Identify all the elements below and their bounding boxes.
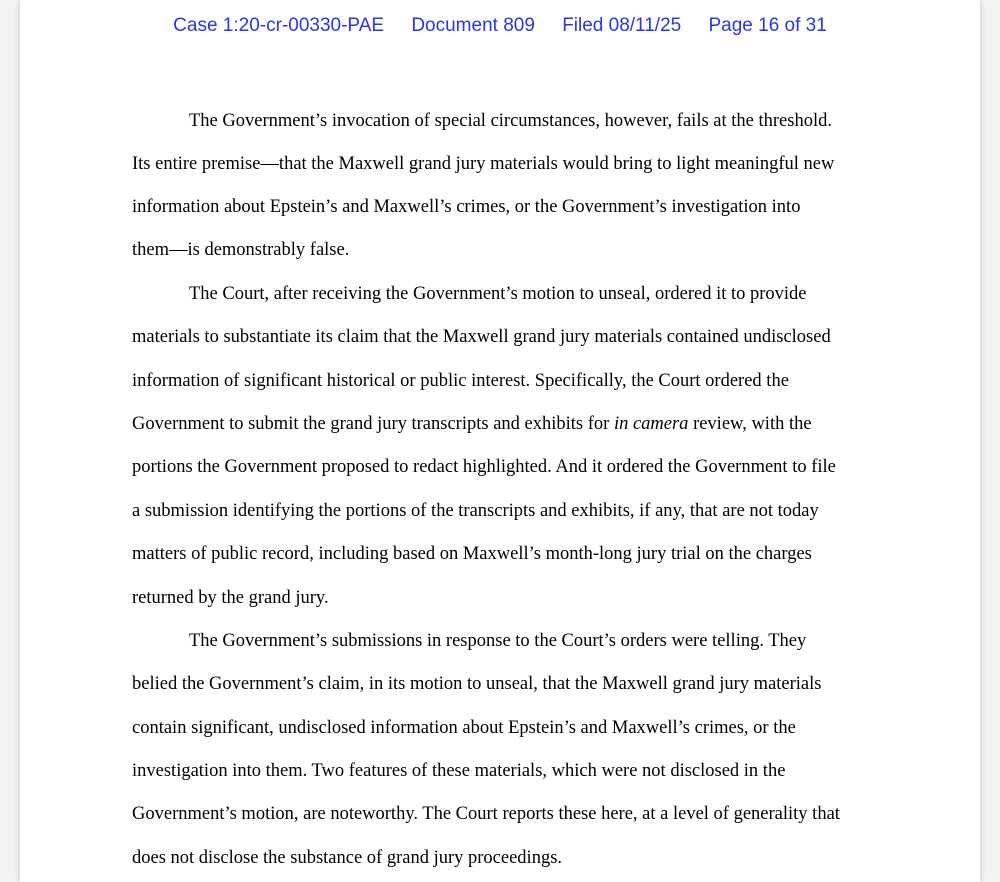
text-line: contain significant, undisclosed information about Epstein’s and Maxwell’s crimes, or the — [132, 718, 796, 738]
text-line: portions the Government proposed to redact highlighted. And it ordered the Government to file — [132, 457, 836, 477]
text-line: The Government’s invocation of special circumstances, however, fails at the threshold. — [189, 111, 832, 131]
page-number: Page 16 of 31 — [708, 15, 827, 36]
text-line: information about Epstein’s and Maxwell’s crimes, or the Government’s investigation into — [132, 197, 801, 217]
text-line: information of significant historical or public interest. Specifically, the Court ordered the — [132, 371, 789, 391]
text-line: materials to substantiate its claim that the Maxwell grand jury materials contained undisclosed — [132, 327, 831, 347]
text-line: a submission identifying the portions of the transcripts and exhibits, if any, that are not today — [132, 501, 819, 521]
text-line: belied the Government’s claim, in its motion to unseal, that the Maxwell grand jury materials — [132, 674, 822, 694]
text-line — [132, 414, 812, 435]
filed-date: Filed 08/11/25 — [562, 15, 682, 36]
ecf-header — [0, 15, 1000, 37]
document-number: Document 809 — [411, 15, 535, 36]
document-page — [20, 0, 980, 882]
text-line: Government’s motion, are noteworthy. The Court reports these here, at a level of generality that — [132, 804, 840, 824]
text-line: does not disclose the substance of grand jury proceedings. — [132, 848, 563, 868]
text-segment: review, with the — [688, 414, 812, 434]
italic-term: in camera — [613, 414, 689, 434]
text-line: investigation into them. Two features of these materials, which were not disclosed in the — [132, 761, 786, 781]
text-line: The Court, after receiving the Government’s motion to unseal, ordered it to provide — [189, 284, 807, 304]
case-number: Case 1:20-cr-00330-PAE — [173, 15, 385, 36]
text-line: returned by the grand jury. — [132, 588, 329, 608]
text-line: The Government’s submissions in response to the Court’s orders were telling. They — [189, 631, 807, 651]
text-line: matters of public record, including based on Maxwell’s month-long jury trial on the charges — [132, 544, 812, 564]
text-line: them—is demonstrably false. — [132, 240, 350, 260]
text-line: Its entire premise—that the Maxwell grand jury materials would bring to light meaningful new — [132, 154, 835, 174]
text-segment: Government to submit the grand jury transcripts and exhibits for — [132, 414, 614, 434]
